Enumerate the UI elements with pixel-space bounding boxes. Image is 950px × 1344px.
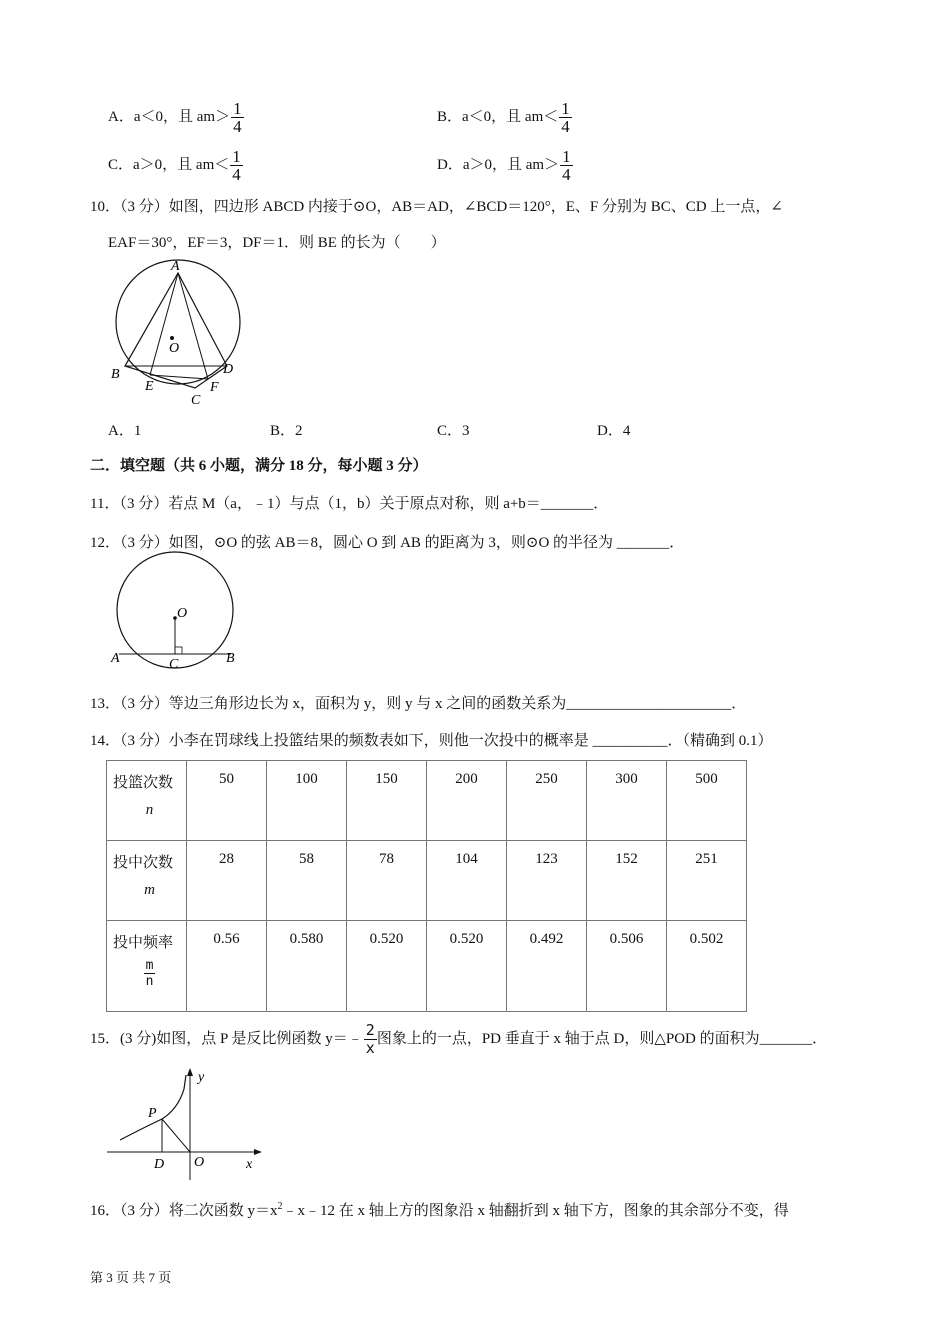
cell: 0.520 (347, 921, 427, 1012)
page-footer: 第 3 页 共 7 页 (90, 1270, 172, 1285)
numerator: 1 (561, 99, 570, 118)
q12-circle-figure (105, 548, 245, 673)
denominator: 4 (561, 117, 570, 136)
cell: 28 (187, 841, 267, 921)
option-text: A．a＜0，且 am＞ (108, 108, 231, 125)
cell: 78 (347, 841, 427, 921)
cell: 250 (507, 761, 587, 841)
row-label: 投篮次数 (113, 775, 174, 791)
row-var: m (144, 882, 155, 898)
q10-option-c: C．3 (437, 423, 470, 439)
numerator: 1 (232, 147, 241, 166)
q10-line1: 10．（3 分）如图，四边形 ABCD 内接于⊙O，AB＝AD，∠BCD＝120°，E、F 分别为 BC、CD 上一点，∠ (90, 199, 783, 215)
cell: 0.580 (267, 921, 347, 1012)
label-a: A (171, 259, 180, 274)
cell: 58 (267, 841, 347, 921)
fraction (364, 1022, 377, 1057)
row-label: 投中频率 (113, 935, 174, 951)
label-b: B (226, 651, 235, 666)
q11: 11．（3 分）若点 M（a，﹣1）与点（1，b）关于原点对称，则 a+b＝_______． (90, 496, 609, 512)
q9-option-d (437, 148, 573, 183)
label-d: D (223, 362, 234, 377)
label-o: O (194, 1155, 205, 1170)
cell: 123 (507, 841, 587, 921)
denominator: 4 (233, 117, 242, 136)
row-header (107, 761, 187, 841)
option-text: C．a＞0，且 am＜ (108, 156, 230, 173)
label-c: C (169, 657, 179, 672)
q12: 12．（3 分）如图，⊙O 的弦 AB＝8，圆心 O 到 AB 的距离为 3，则⊙O 的半径为 _______． (90, 535, 685, 551)
q15-graph-figure (100, 1065, 270, 1185)
cell: 200 (427, 761, 507, 841)
q13: 13．（3 分）等边三角形边长为 x，面积为 y，则 y 与 x 之间的函数关系为______________________． (90, 696, 747, 712)
label-a: A (111, 651, 120, 666)
cell: 251 (667, 841, 747, 921)
section-heading: 二．填空题（共 6 小题，满分 18 分，每小题 3 分） (90, 458, 428, 474)
fraction (231, 100, 244, 135)
fraction (560, 148, 573, 183)
label-e: E (145, 379, 154, 394)
q10-line2: EAF＝30°，EF＝3，DF＝1．则 BE 的长为（ ） (108, 235, 446, 251)
q10-circle-figure (105, 258, 255, 408)
table-row (107, 921, 747, 1012)
label-d: D (154, 1157, 165, 1172)
fraction (559, 100, 572, 135)
denominator: 4 (232, 165, 241, 184)
q10-option-b: B．2 (270, 423, 303, 439)
cell: 0.502 (667, 921, 747, 1012)
q9-option-c (108, 148, 243, 183)
q16 (90, 1197, 789, 1221)
cell: 300 (587, 761, 667, 841)
cell: 100 (267, 761, 347, 841)
q15-text-before: 15．(3 分)如图，点 P 是反比例函数 y＝﹣ (90, 1030, 363, 1047)
label-o: O (169, 341, 180, 356)
row-header (107, 921, 187, 1012)
row-label: 投中次数 (113, 855, 174, 871)
q9-option-b (437, 100, 572, 135)
cell: 0.520 (427, 921, 507, 1012)
fraction (113, 958, 186, 990)
q14: 14．（3 分）小李在罚球线上投篮结果的频数表如下，则他一次投中的概率是 __________．（精确到 0.1） (90, 733, 773, 749)
denominator: n (145, 974, 154, 989)
cell: 152 (587, 841, 667, 921)
label-o: O (177, 606, 188, 621)
numerator: 2 (365, 1021, 375, 1039)
label-b: B (111, 367, 120, 382)
fraction (230, 148, 243, 183)
q15 (90, 1022, 827, 1057)
label-p: P (148, 1106, 157, 1121)
cell: 150 (347, 761, 427, 841)
q10-option-a: A．1 (108, 423, 142, 439)
denominator: 4 (562, 165, 571, 184)
label-y: y (198, 1070, 205, 1085)
superscript: 2 (277, 1201, 283, 1212)
q15-text-after: 图象上的一点，PD 垂直于 x 轴于点 D，则△POD 的面积为_______． (376, 1030, 828, 1047)
label-c: C (191, 393, 201, 408)
numerator: 1 (233, 99, 242, 118)
table-row (107, 761, 747, 841)
q9-option-a (108, 100, 244, 135)
q10-option-d: D．4 (597, 423, 631, 439)
row-header (107, 841, 187, 921)
option-text: B．a＜0，且 am＜ (437, 108, 559, 125)
row-var: n (145, 802, 154, 818)
table-row (107, 841, 747, 921)
numerator: m (145, 958, 154, 973)
frequency-table (106, 760, 747, 1012)
q16-text-before: 16．（3 分）将二次函数 y＝x (90, 1203, 278, 1219)
cell: 50 (187, 761, 267, 841)
label-f: F (210, 380, 219, 395)
label-x: x (246, 1157, 253, 1172)
numerator: 1 (562, 147, 571, 166)
cell: 104 (427, 841, 507, 921)
q16-text-after: ﹣x﹣12 在 x 轴上方的图象沿 x 轴翻折到 x 轴下方，图象的其余部分不变，得 (282, 1203, 789, 1219)
denominator: x (365, 1039, 375, 1057)
option-text: D．a＞0，且 am＞ (437, 156, 560, 173)
cell: 0.506 (587, 921, 667, 1012)
cell: 500 (667, 761, 747, 841)
cell: 0.492 (507, 921, 587, 1012)
cell: 0.56 (187, 921, 267, 1012)
